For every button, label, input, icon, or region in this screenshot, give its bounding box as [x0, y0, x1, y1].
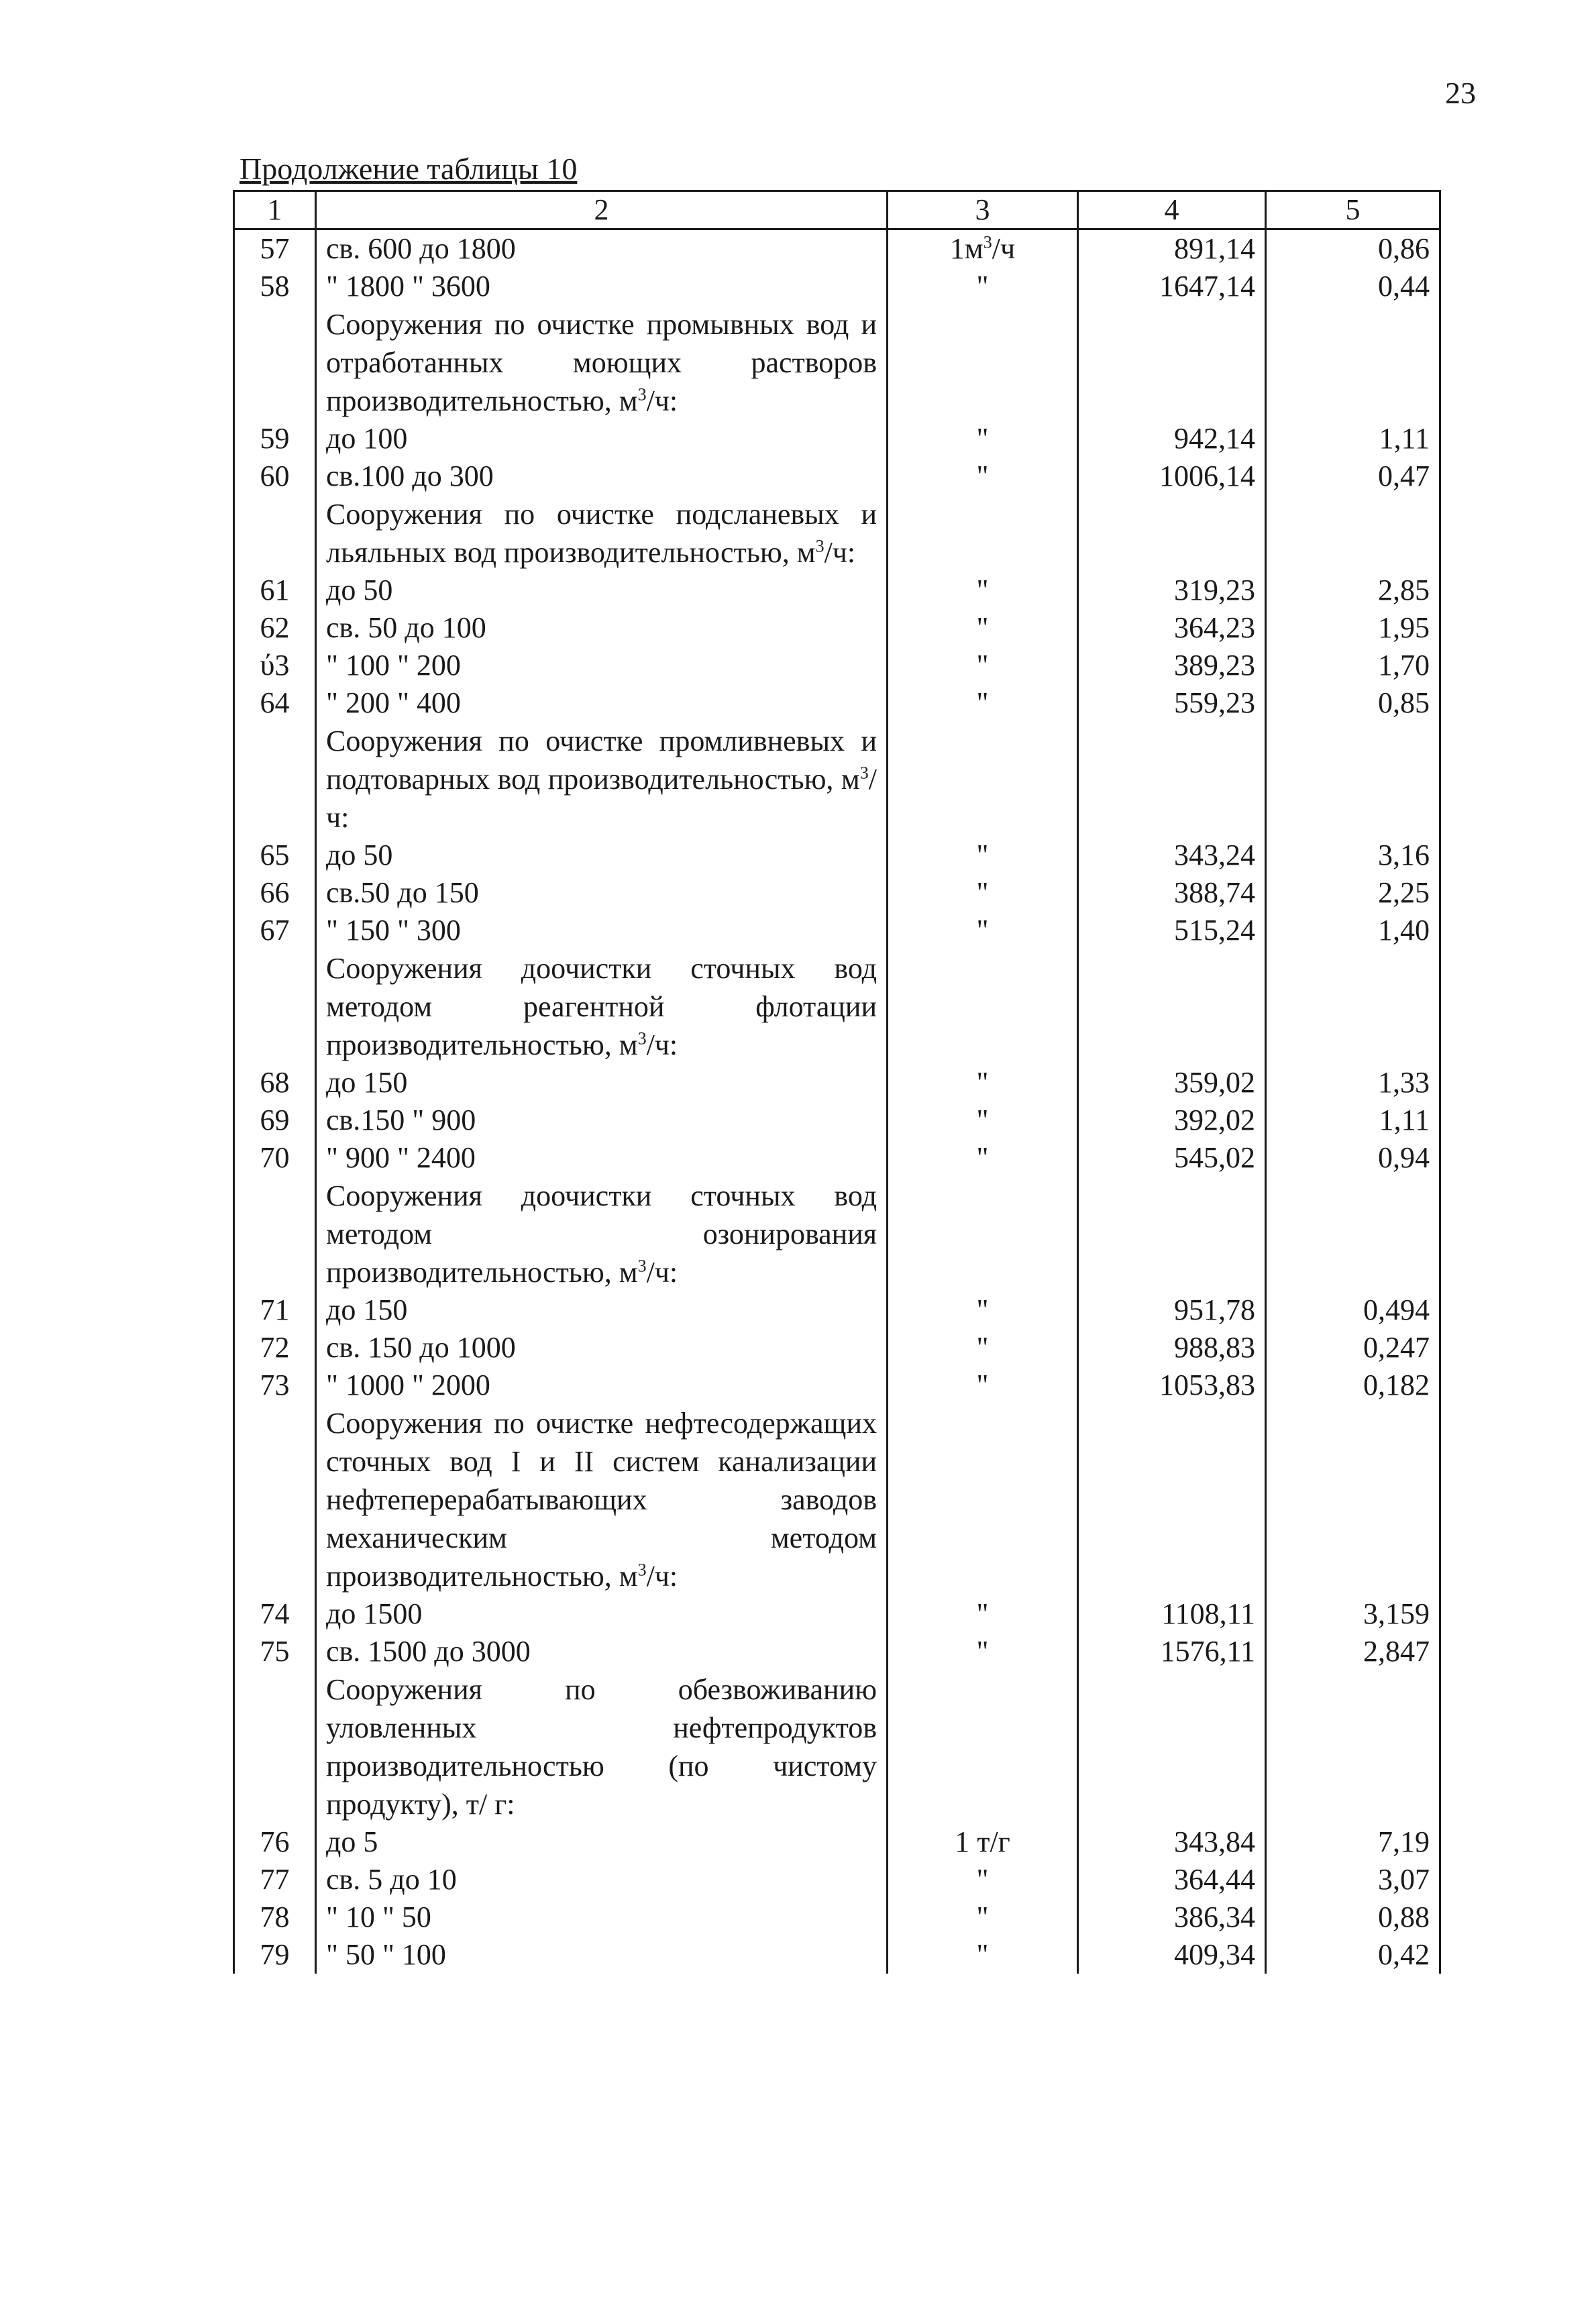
row-value-col4: 951,78 [1078, 1291, 1266, 1329]
row-name: св. 600 до 1800 [316, 229, 888, 268]
row-value-col5: 0,494 [1266, 1291, 1440, 1329]
row-number: 61 [234, 572, 316, 609]
row-value-col5: 2,847 [1266, 1633, 1440, 1670]
table-row [234, 1064, 1440, 1102]
row-unit [888, 495, 1078, 572]
row-value-col4: 389,23 [1078, 647, 1266, 684]
row-number: 75 [234, 1633, 316, 1670]
table-section-row [234, 1404, 1440, 1595]
row-number: 76 [234, 1823, 316, 1861]
row-value-col5: 1,95 [1266, 609, 1440, 647]
row-unit: " [888, 1102, 1078, 1139]
row-number [234, 495, 316, 572]
row-value-col5: 1,40 [1266, 912, 1440, 949]
table-section-row [234, 722, 1440, 837]
row-unit: " [888, 1595, 1078, 1633]
row-name: до 50 [316, 837, 888, 874]
row-name: " 10 " 50 [316, 1898, 888, 1936]
row-value-col5: 2,25 [1266, 874, 1440, 912]
row-value-col4: 1006,14 [1078, 458, 1266, 495]
row-value-col5: 0,42 [1266, 1936, 1440, 1974]
row-name: св. 5 до 10 [316, 1861, 888, 1898]
table-row [234, 1291, 1440, 1329]
column-header: 4 [1078, 191, 1266, 229]
table-header-row [234, 191, 1440, 229]
row-value-col4: 319,23 [1078, 572, 1266, 609]
row-number: 64 [234, 684, 316, 722]
section-heading: Сооружения по очистке промывных вод и отработанных моющих растворов производительностью, $м^3/ч$: [316, 305, 888, 420]
row-name: " 50 " 100 [316, 1936, 888, 1974]
row-value-col4 [1078, 305, 1266, 420]
table-row [234, 1898, 1440, 1936]
row-unit: " [888, 572, 1078, 609]
row-number [234, 305, 316, 420]
row-unit [888, 1404, 1078, 1595]
row-unit: " [888, 1139, 1078, 1177]
row-value-col5: 0,247 [1266, 1329, 1440, 1367]
row-unit: " [888, 912, 1078, 949]
row-number: 73 [234, 1367, 316, 1404]
table-row [234, 572, 1440, 609]
row-value-col4: 409,34 [1078, 1936, 1266, 1974]
row-number: 71 [234, 1291, 316, 1329]
row-value-col4 [1078, 1670, 1266, 1823]
row-unit [888, 305, 1078, 420]
row-number: 57 [234, 229, 316, 268]
row-number: 78 [234, 1898, 316, 1936]
row-value-col4: 559,23 [1078, 684, 1266, 722]
row-value-col4: 343,84 [1078, 1823, 1266, 1861]
row-value-col4: 392,02 [1078, 1102, 1266, 1139]
row-name: св.100 до 300 [316, 458, 888, 495]
row-unit [888, 1670, 1078, 1823]
row-value-col5: 0,47 [1266, 458, 1440, 495]
row-name: до 100 [316, 420, 888, 458]
table-caption: Продолжение таблицы 10 [240, 152, 578, 186]
row-unit: " [888, 1329, 1078, 1367]
table-row [234, 1139, 1440, 1177]
page-number: 23 [1445, 76, 1476, 110]
row-name: св.150 " 900 [316, 1102, 888, 1139]
row-number: 65 [234, 837, 316, 874]
table-row [234, 229, 1440, 268]
row-number: 58 [234, 268, 316, 305]
row-unit: " [888, 684, 1078, 722]
row-unit: " [888, 1898, 1078, 1936]
row-number: 62 [234, 609, 316, 647]
row-number [234, 722, 316, 837]
column-header: 3 [888, 191, 1078, 229]
row-value-col4 [1078, 495, 1266, 572]
table-section-row [234, 495, 1440, 572]
row-value-col5: 3,16 [1266, 837, 1440, 874]
row-value-col4: 359,02 [1078, 1064, 1266, 1102]
row-unit [888, 949, 1078, 1064]
row-name: до 1500 [316, 1595, 888, 1633]
row-value-col5 [1266, 949, 1440, 1064]
row-name: " 200 " 400 [316, 684, 888, 722]
section-heading: Сооружения доочистки сточных вод методом озонирования производительностью, $м^3/ч$: [316, 1177, 888, 1291]
row-name: " 1000 " 2000 [316, 1367, 888, 1404]
row-unit: " [888, 837, 1078, 874]
row-unit: " [888, 420, 1078, 458]
row-unit: " [888, 1064, 1078, 1102]
table-row [234, 420, 1440, 458]
table-body [234, 229, 1440, 1974]
row-number: 67 [234, 912, 316, 949]
row-number: 77 [234, 1861, 316, 1898]
row-unit: " [888, 874, 1078, 912]
row-value-col5: 2,85 [1266, 572, 1440, 609]
row-unit [888, 1177, 1078, 1291]
data-table [233, 190, 1441, 1974]
row-unit: " [888, 609, 1078, 647]
section-heading: Сооружения доочистки сточных вод методом реагентной флотации производительностью, $м^3/ч$: [316, 949, 888, 1064]
table-row [234, 874, 1440, 912]
row-number: 79 [234, 1936, 316, 1974]
row-number: 59 [234, 420, 316, 458]
row-name: " 900 " 2400 [316, 1139, 888, 1177]
row-name: до 150 [316, 1064, 888, 1102]
table-row [234, 268, 1440, 305]
row-unit [888, 722, 1078, 837]
row-value-col4: 364,23 [1078, 609, 1266, 647]
row-number: 60 [234, 458, 316, 495]
row-value-col4: 515,24 [1078, 912, 1266, 949]
row-value-col5: 0,85 [1266, 684, 1440, 722]
row-name: до 50 [316, 572, 888, 609]
row-value-col4: 988,83 [1078, 1329, 1266, 1367]
row-value-col4: 364,44 [1078, 1861, 1266, 1898]
table-row [234, 912, 1440, 949]
table-row [234, 1823, 1440, 1861]
row-number: 69 [234, 1102, 316, 1139]
row-number [234, 949, 316, 1064]
row-value-col5 [1266, 305, 1440, 420]
row-unit: " [888, 1633, 1078, 1670]
row-value-col5: 0,44 [1266, 268, 1440, 305]
table-row [234, 647, 1440, 684]
row-value-col4 [1078, 1177, 1266, 1291]
row-number: 68 [234, 1064, 316, 1102]
table-row [234, 1861, 1440, 1898]
section-heading: Сооружения по очистке подсланевых и льяльных вод производительностью, $м^3/ч$: [316, 495, 888, 572]
row-value-col5 [1266, 495, 1440, 572]
row-value-col5 [1266, 1177, 1440, 1291]
table-section-row [234, 1670, 1440, 1823]
table-row [234, 1367, 1440, 1404]
row-unit: 1 т/г [888, 1823, 1078, 1861]
row-value-col4: 891,14 [1078, 229, 1266, 268]
row-value-col4: 942,14 [1078, 420, 1266, 458]
row-value-col4: 1108,11 [1078, 1595, 1266, 1633]
row-unit: " [888, 1861, 1078, 1898]
row-value-col5 [1266, 1404, 1440, 1595]
row-value-col4: 343,24 [1078, 837, 1266, 874]
row-name: " 100 " 200 [316, 647, 888, 684]
row-name: св. 150 до 1000 [316, 1329, 888, 1367]
row-value-col5: 0,86 [1266, 229, 1440, 268]
row-name: до 150 [316, 1291, 888, 1329]
row-number [234, 1404, 316, 1595]
row-value-col5 [1266, 1670, 1440, 1823]
table-row [234, 458, 1440, 495]
row-value-col5: 0,182 [1266, 1367, 1440, 1404]
row-unit: " [888, 1367, 1078, 1404]
table-row [234, 1633, 1440, 1670]
section-heading: Сооружения по очистке нефтесодержащих сточных вод I и II систем канализации нефтеперерабатывающих заводов механическим методом производительностью, $м^3/ч$: [316, 1404, 888, 1595]
column-header: 1 [234, 191, 316, 229]
row-value-col4: 1053,83 [1078, 1367, 1266, 1404]
row-name: " 150 " 300 [316, 912, 888, 949]
row-value-col5: 7,19 [1266, 1823, 1440, 1861]
row-value-col5 [1266, 722, 1440, 837]
row-value-col5: 0,94 [1266, 1139, 1440, 1177]
row-value-col4: 545,02 [1078, 1139, 1266, 1177]
section-heading: Сооружения по очистке промливневых и подтоварных вод производительностью, $м^3/ч$: [316, 722, 888, 837]
row-unit: " [888, 268, 1078, 305]
table-row [234, 837, 1440, 874]
row-value-col5: 1,11 [1266, 1102, 1440, 1139]
row-value-col5: 3,07 [1266, 1861, 1440, 1898]
row-value-col5: 1,11 [1266, 420, 1440, 458]
row-name: " 1800 " 3600 [316, 268, 888, 305]
row-value-col5: 1,33 [1266, 1064, 1440, 1102]
row-number [234, 1670, 316, 1823]
row-value-col5: 0,88 [1266, 1898, 1440, 1936]
row-number: 66 [234, 874, 316, 912]
table-row [234, 1936, 1440, 1974]
table-section-row [234, 949, 1440, 1064]
row-number: 72 [234, 1329, 316, 1367]
column-header: 5 [1266, 191, 1440, 229]
row-number: 70 [234, 1139, 316, 1177]
row-number: 74 [234, 1595, 316, 1633]
row-unit: " [888, 458, 1078, 495]
row-unit: " [888, 1936, 1078, 1974]
column-header: 2 [316, 191, 888, 229]
row-value-col4: 388,74 [1078, 874, 1266, 912]
row-value-col4 [1078, 1404, 1266, 1595]
row-value-col4 [1078, 722, 1266, 837]
row-name: св. 50 до 100 [316, 609, 888, 647]
row-name: св.50 до 150 [316, 874, 888, 912]
table-section-row [234, 1177, 1440, 1291]
table-row [234, 1329, 1440, 1367]
row-unit: " [888, 647, 1078, 684]
row-value-col4 [1078, 949, 1266, 1064]
table-row [234, 1595, 1440, 1633]
row-unit: $1м^3/ч$ [888, 229, 1078, 268]
row-name: св. 1500 до 3000 [316, 1633, 888, 1670]
row-number [234, 1177, 316, 1291]
table-row [234, 684, 1440, 722]
row-unit: " [888, 1291, 1078, 1329]
row-value-col5: 1,70 [1266, 647, 1440, 684]
row-value-col4: 386,34 [1078, 1898, 1266, 1936]
row-value-col4: 1647,14 [1078, 268, 1266, 305]
section-heading: Сооружения по обезвоживанию уловленных нефтепродуктов производительностью (по чистому продукту), т/ г: [316, 1670, 888, 1823]
table-row [234, 1102, 1440, 1139]
row-name: до 5 [316, 1823, 888, 1861]
row-value-col5: 3,159 [1266, 1595, 1440, 1633]
table-section-row [234, 305, 1440, 420]
row-value-col4: 1576,11 [1078, 1633, 1266, 1670]
table-row [234, 609, 1440, 647]
row-number: ύ3 [234, 647, 316, 684]
